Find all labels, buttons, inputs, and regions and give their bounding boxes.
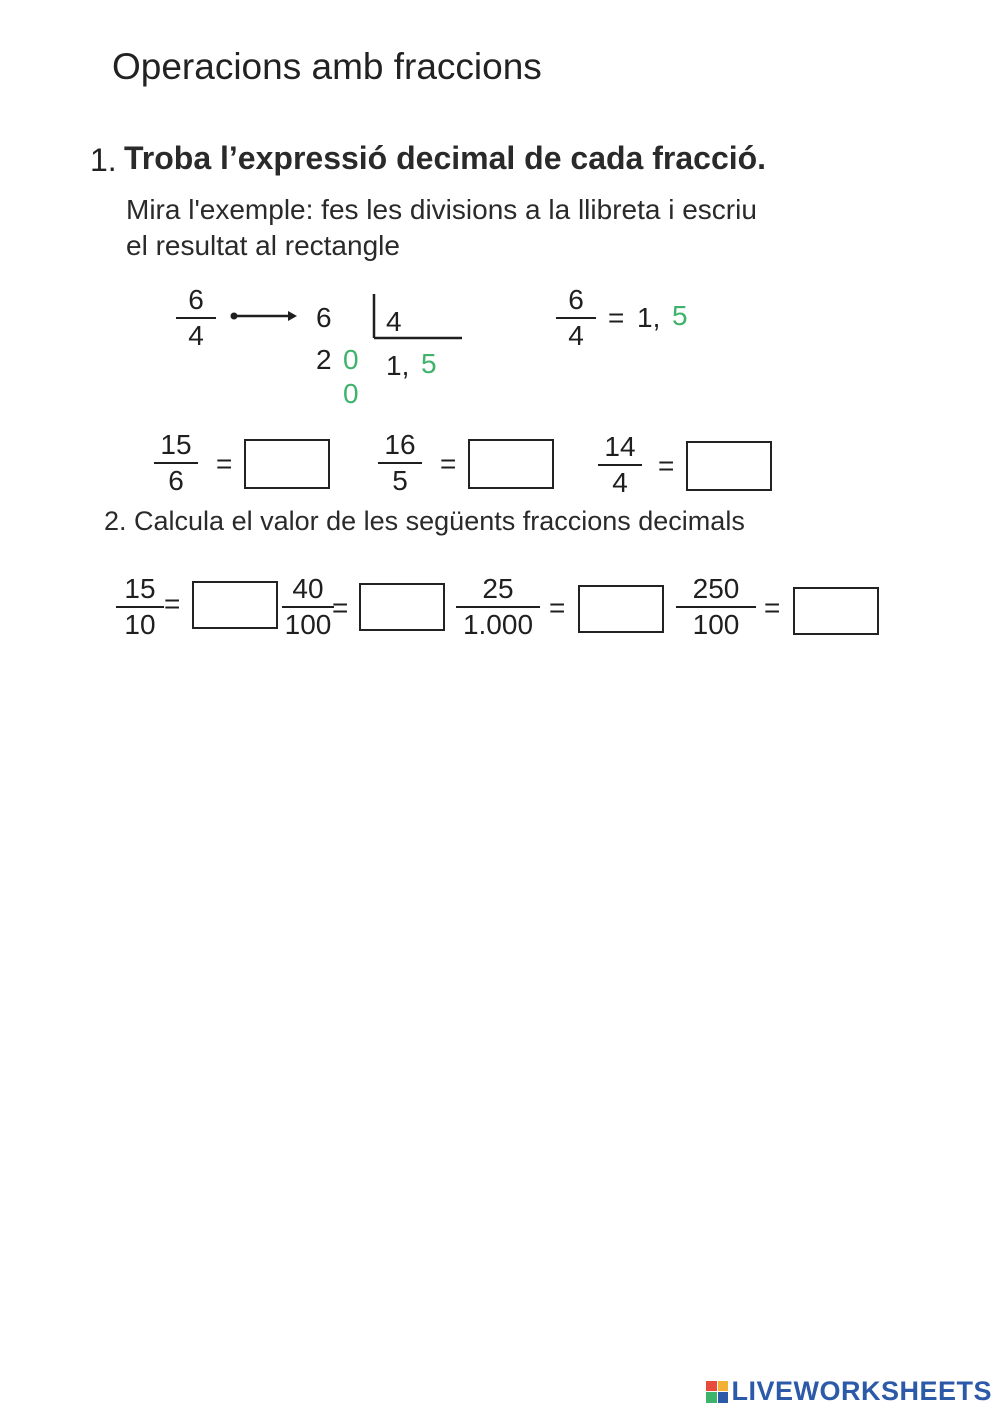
example-result-numerator: 6 [568, 284, 584, 315]
exercise-1-item-1-fraction [154, 430, 198, 496]
fraction-bar [456, 606, 540, 608]
division-dividend: 6 [316, 302, 332, 333]
example-result-denominator: 4 [568, 320, 584, 351]
item-numerator: 14 [604, 431, 636, 462]
exercise-2-item-1-equals: = [164, 588, 181, 619]
example-result-decimal: 5 [672, 300, 688, 331]
division-remainder-digit: 2 [316, 344, 332, 375]
exercise-2-item-1-answer-box[interactable] [192, 581, 278, 629]
exercise-1-item-1-equals: = [216, 448, 233, 479]
brand-logo-icon [706, 1381, 728, 1403]
exercise-2-item-4-equals: = [764, 592, 781, 623]
example-fraction [176, 285, 216, 351]
division-quotient-decimal: 5 [421, 348, 437, 379]
item-denominator: 6 [168, 465, 184, 496]
item-denominator: 100 [692, 609, 740, 640]
exercise-1-heading: Troba l’expressió decimal de cada fracció. [124, 140, 767, 176]
division-quotient-integer: 1, [386, 350, 410, 381]
example-result-equals: = [608, 302, 625, 333]
exercise-2-item-2-fraction [282, 574, 334, 640]
item-numerator: 40 [292, 573, 324, 604]
exercise-2-item-4-fraction [676, 574, 756, 640]
exercise-2-item-4-answer-box[interactable] [793, 587, 879, 635]
exercise-1-instruction-line-2: el resultat al rectangle [126, 230, 400, 261]
arrow-right-icon [228, 308, 298, 324]
division-divisor: 4 [386, 306, 402, 337]
division-final-remainder: 0 [343, 378, 359, 409]
exercise-1-instruction-line-1: Mira l'exemple: fes les divisions a la llibreta i escriu [126, 194, 757, 225]
brand-logo-text: LIVEWORKSHEETS [731, 1376, 992, 1406]
brand-logo [706, 1376, 992, 1407]
fraction-bar [598, 464, 642, 466]
exercise-1-item-2-equals: = [440, 448, 457, 479]
item-denominator: 100 [284, 609, 332, 640]
example-fraction-denominator: 4 [188, 320, 204, 351]
fraction-bar [676, 606, 756, 608]
item-denominator: 10 [124, 609, 156, 640]
fraction-bar [176, 317, 216, 319]
exercise-2-item-1-fraction [116, 574, 164, 640]
item-numerator: 25 [482, 573, 514, 604]
item-numerator: 15 [124, 573, 156, 604]
exercise-2-item-3-equals: = [549, 592, 566, 623]
page-title: Operacions amb fraccions [112, 46, 542, 87]
exercise-1-item-1-answer-box[interactable] [244, 439, 330, 489]
example-result-fraction [556, 285, 596, 351]
fraction-bar [116, 606, 164, 608]
item-numerator: 15 [160, 429, 192, 460]
fraction-bar [282, 606, 334, 608]
exercise-1-item-3-fraction [598, 432, 642, 498]
fraction-bar [154, 462, 198, 464]
exercise-1-number: 1. [90, 142, 117, 178]
division-bracket [370, 294, 466, 342]
example-result-integer: 1, [637, 302, 661, 333]
item-denominator: 5 [392, 465, 408, 496]
exercise-1-item-3-equals: = [658, 450, 675, 481]
item-numerator: 16 [384, 429, 416, 460]
division-added-zero: 0 [343, 344, 359, 375]
exercise-2-heading: 2. Calcula el valor de les següents fraccions decimals [104, 506, 745, 536]
exercise-2-item-3-fraction [456, 574, 540, 640]
exercise-1-item-3-answer-box[interactable] [686, 441, 772, 491]
fraction-bar [378, 462, 422, 464]
item-denominator: 1.000 [462, 609, 534, 640]
fraction-bar [556, 317, 596, 319]
exercise-2-item-2-equals: = [332, 592, 349, 623]
exercise-1-item-2-answer-box[interactable] [468, 439, 554, 489]
item-denominator: 4 [612, 467, 628, 498]
example-fraction-numerator: 6 [188, 284, 204, 315]
item-numerator: 250 [692, 573, 740, 604]
exercise-2-item-2-answer-box[interactable] [359, 583, 445, 631]
exercise-2-item-3-answer-box[interactable] [578, 585, 664, 633]
exercise-1-item-2-fraction [378, 430, 422, 496]
